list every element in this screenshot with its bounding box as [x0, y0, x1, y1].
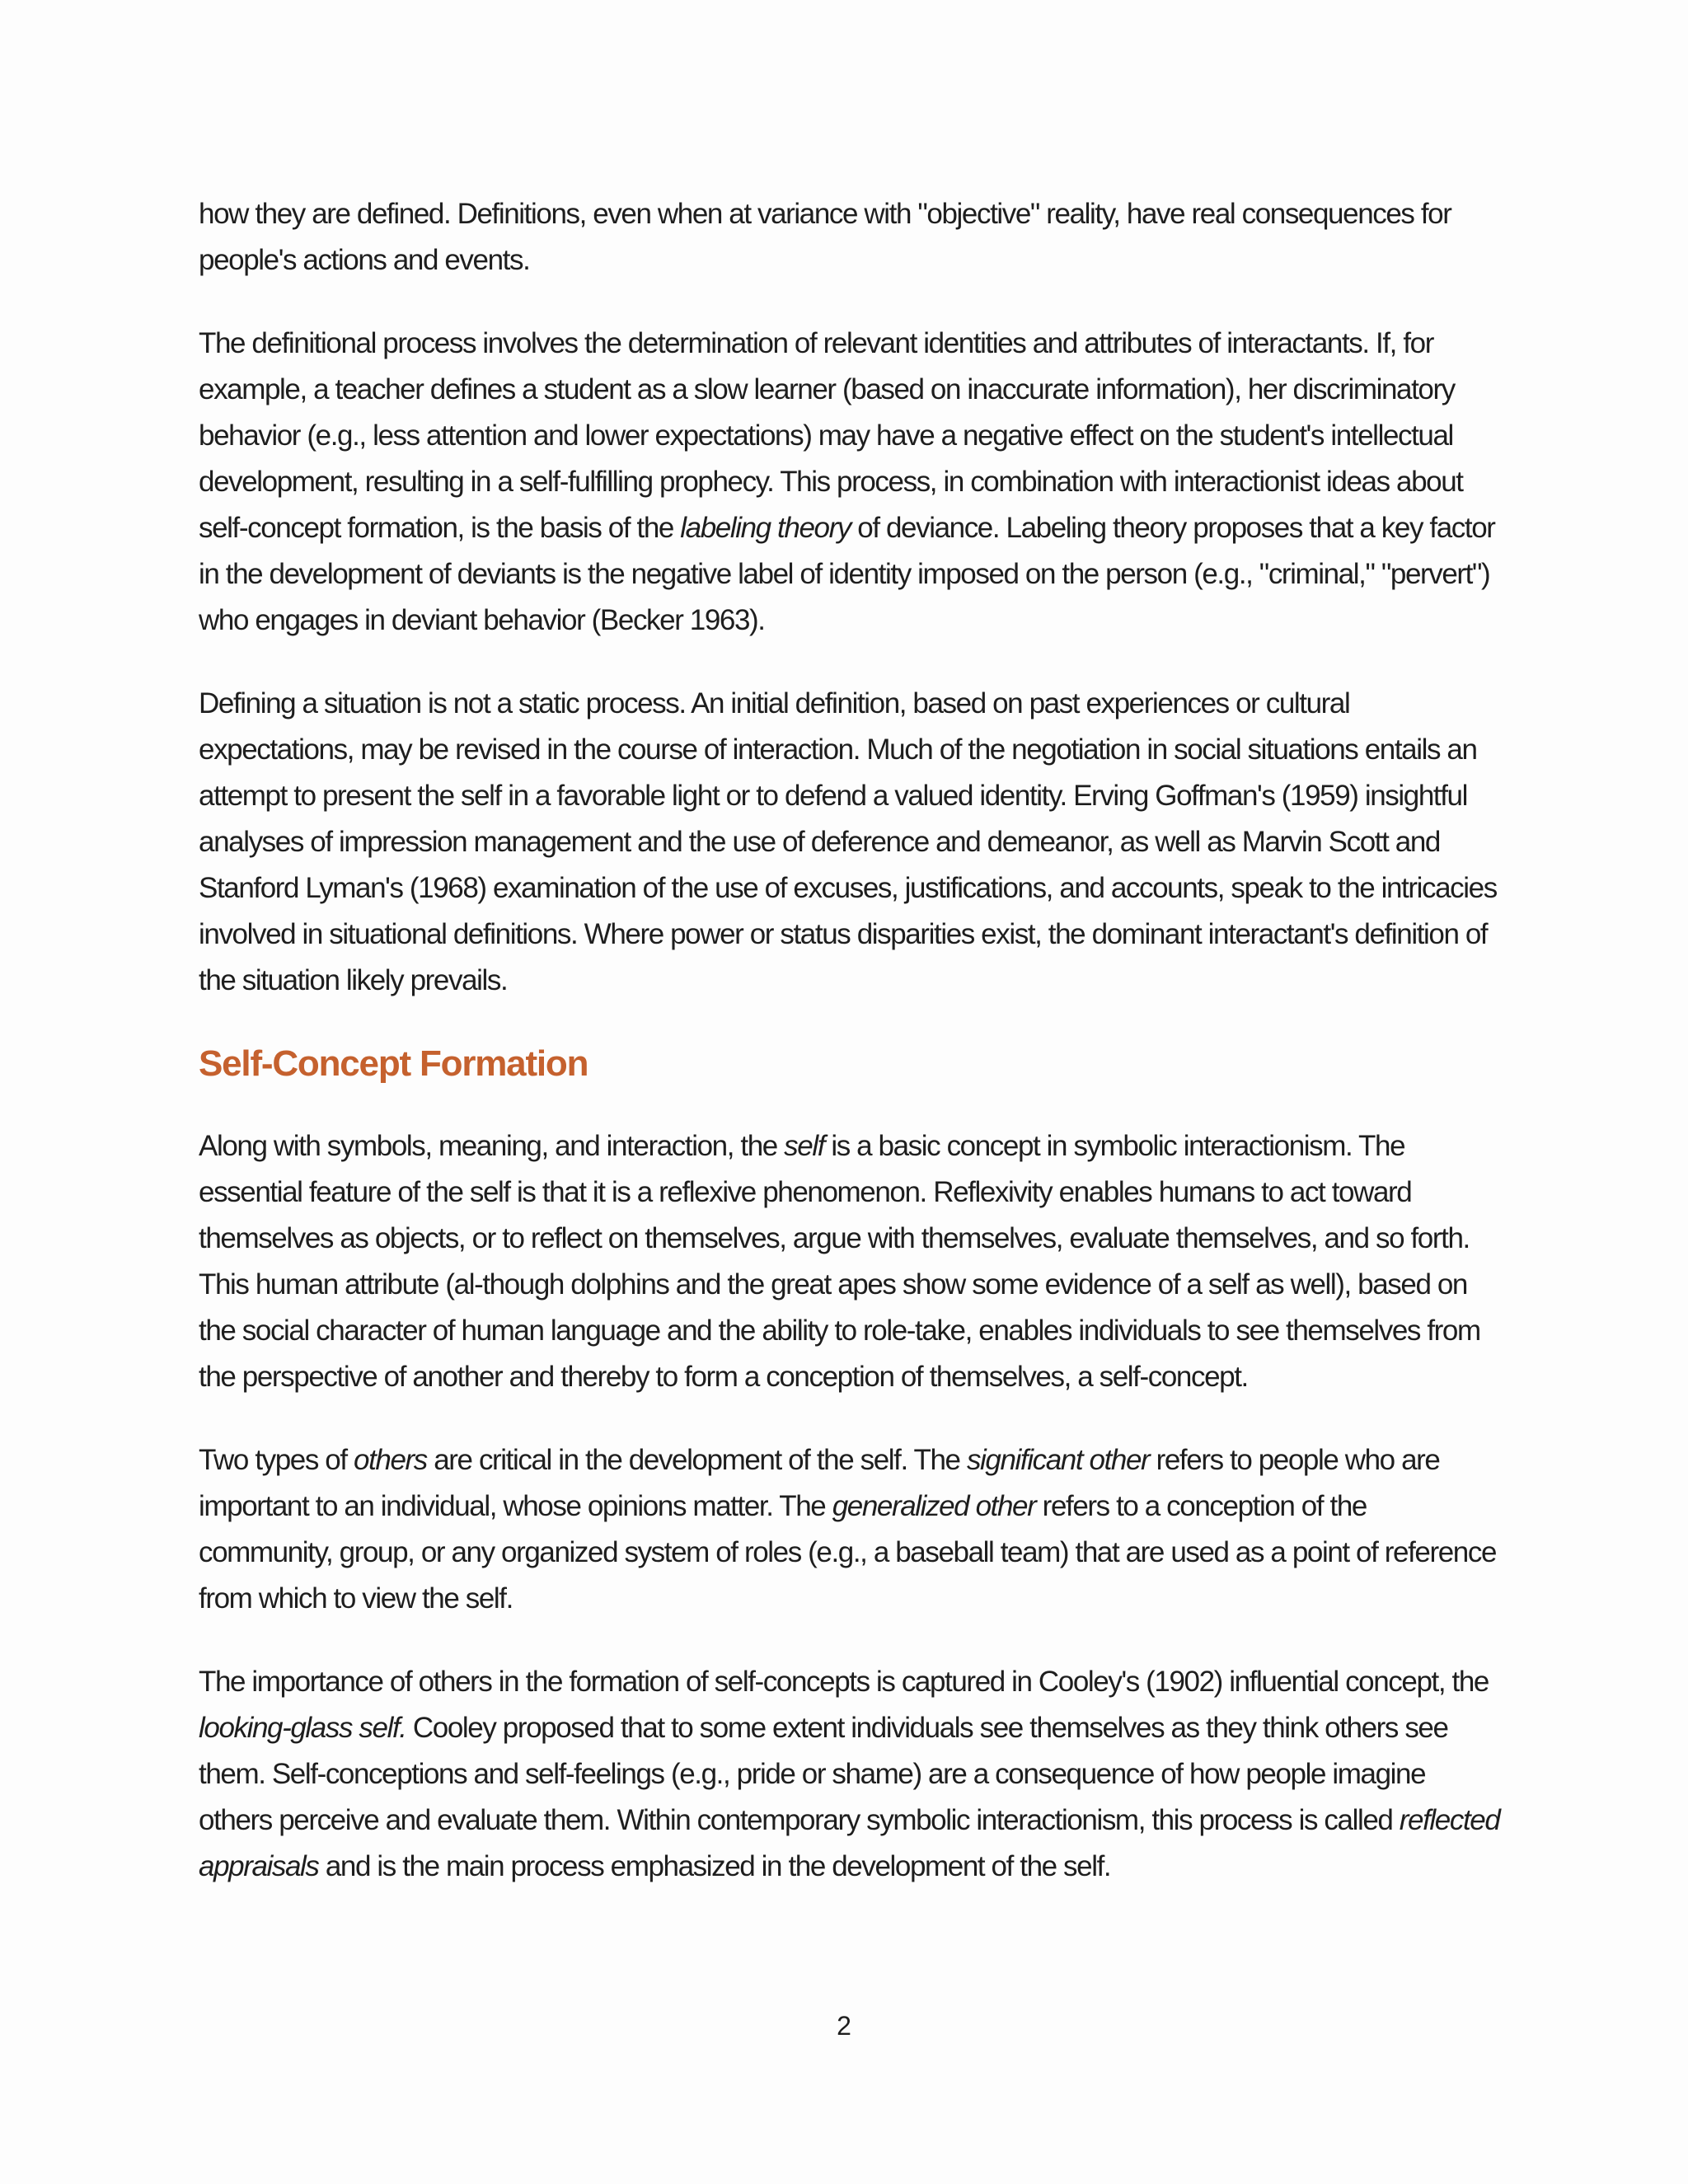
paragraph-definitional-process [199, 321, 1501, 644]
paragraph-self-basic-concept [199, 1123, 1501, 1400]
paragraph-text: The definitional process involves the determination of relevant identities and attributes of interactants. If, for example, a teacher defines a student as a slow learner (based on inaccurate information), her discriminatory behavior (e.g., less attention and lower expectations) may have a negative effect on the student's intellectual development, resulting in a self-fulfilling prophecy. This process, in combination with interactionist ideas about self-concept formation, is the basis of the [199, 327, 1463, 544]
paragraph-text: how they are defined. Definitions, even when at variance with "objective" reality, have real consequences for people's actions and events. [199, 198, 1451, 276]
paragraph-text: refers to people who are important to an individual, whose opinions matter. The [199, 1444, 1440, 1522]
italic-term-generalized-other: generalized other [832, 1490, 1036, 1522]
paragraph-text: Defining a situation is not a static process. An initial definition, based on past experiences or cultural expectations, may be revised in the course of interaction. Much of the negotiation in social situations entails an attempt to present the self in a favorable light or to defend a valued identity. Erving Goffman's (1959) insightful analyses of impression management and the use of deference and demeanor, as well as Marvin Scott and Stanford Lyman's (1968) examination of the use of excuses, justifications, and accounts, speak to the intricacies involved in situational definitions. Where power or status disparities exist, the dominant interactant's definition of the situation likely prevails. [199, 687, 1497, 996]
section-heading-self-concept-formation: Self-Concept Formation [199, 1043, 588, 1084]
italic-term-self: self [784, 1130, 825, 1162]
italic-term-looking-glass-self: looking-glass self. [199, 1712, 406, 1744]
paragraph-text: Two types of [199, 1444, 354, 1476]
italic-term-reflected-appraisals: reflected appraisals [199, 1804, 1500, 1882]
paragraph-text: and is the main process emphasized in the development of the self. [318, 1850, 1111, 1882]
paragraph-types-of-others [199, 1437, 1501, 1622]
paragraph-definitions-consequences [199, 191, 1501, 284]
paragraph-text: of deviance. Labeling theory proposes that a key factor in the development of deviants is the negative label of identity imposed on the person (e.g., "criminal," "pervert") who engages in deviant behavior (Becker 1963). [199, 512, 1495, 636]
document-body [199, 191, 1501, 1927]
paragraph-defining-situation [199, 681, 1501, 1004]
page-number: 2 [837, 2011, 851, 2041]
paragraph-text: The importance of others in the formation of self-concepts is captured in Cooley's (1902) influential concept, the [199, 1666, 1489, 1698]
italic-term-significant-other: significant other [966, 1444, 1150, 1476]
italic-term-labeling-theory: labeling theory [680, 512, 851, 544]
paragraph-text: refers to a conception of the community, group, or any organized system of roles (e.g., a baseball team) that are used as a point of reference from which to view the self. [199, 1490, 1497, 1615]
paragraph-looking-glass-self [199, 1659, 1501, 1890]
italic-term-others: others [354, 1444, 427, 1476]
paragraph-text: is a basic concept in symbolic interactionism. The essential feature of the self is that it is a reflexive phenomenon. Reflexivity enables humans to act toward themselves as objects, or to reflect on themselves, argue with themselves, evaluate themselves, and so forth. This human attribute (al-though dolphins and the great apes show some evidence of a self as well), based on the social character of human language and the ability to role-take, enables individuals to see themselves from the perspective of another and thereby to form a conception of themselves, a self-concept. [199, 1130, 1480, 1393]
paragraph-text: are critical in the development of the self. The [426, 1444, 967, 1476]
paragraph-text: Along with symbols, meaning, and interaction, the [199, 1130, 785, 1162]
paragraph-text: Cooley proposed that to some extent individuals see themselves as they think others see them. Self-conceptions and self-feelings (e.g., pride or shame) are a consequence of how people imagine others perceive and evaluate them. Within contemporary symbolic interactionism, this process is called [199, 1712, 1448, 1836]
